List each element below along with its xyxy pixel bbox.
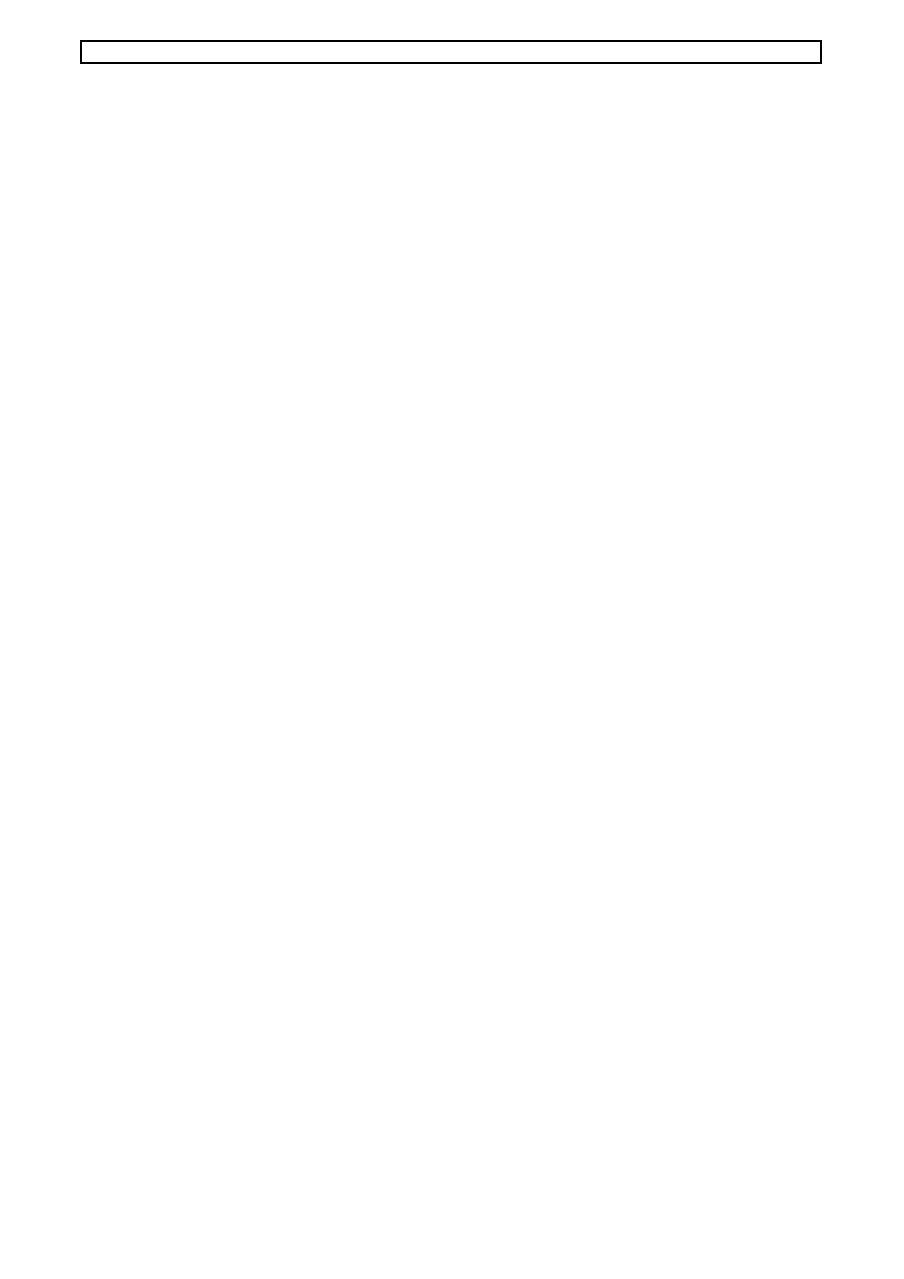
page-title [80, 40, 822, 64]
